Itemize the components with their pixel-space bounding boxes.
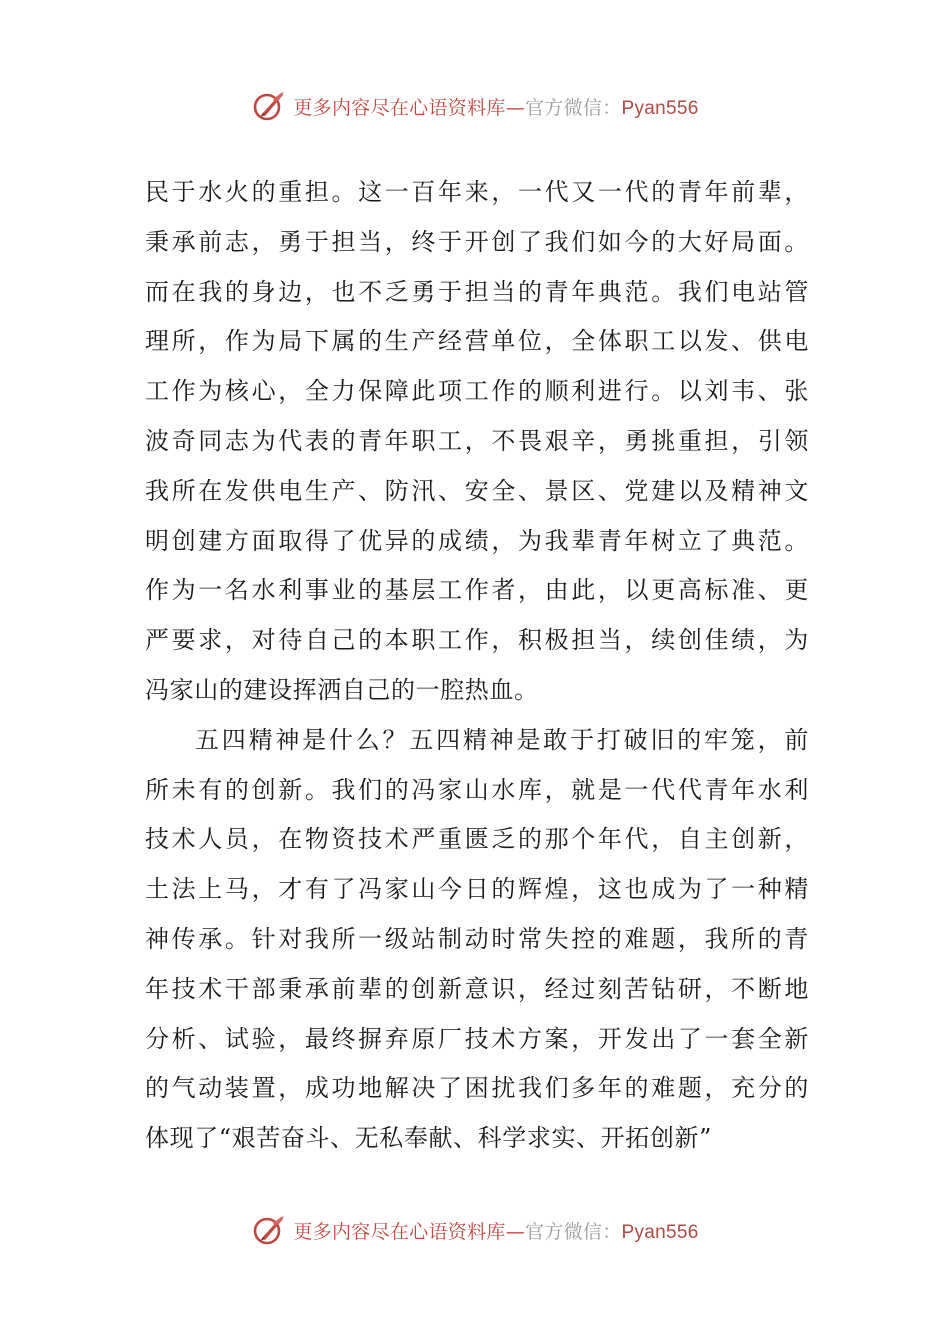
body-line: 神传承。针对我所一级站制动时常失控的难题，我所的青	[145, 924, 809, 953]
quill-pen-circle-icon	[251, 1212, 287, 1248]
body-line: 土法上马，才有了冯家山今日的辉煌，这也成为了一种精	[145, 875, 809, 904]
body-line: 理所，作为局下属的生产经营单位，全体职工以发、供电	[145, 327, 809, 356]
body-line: 年技术干部秉承前辈的创新意识，经过刻苦钻研，不断地	[145, 974, 809, 1003]
footer-watermark	[0, 1210, 950, 1250]
watermark-brand: 更多内容尽在心语资料库	[293, 96, 506, 119]
body-line: 我所在发供电生产、防汛、安全、景区、党建以及精神文	[145, 476, 809, 505]
watermark-brand: 更多内容尽在心语资料库	[293, 1220, 506, 1243]
body-line: 而在我的身边，也不乏勇于担当的青年典范。我们电站管	[145, 277, 809, 306]
watermark-official-label: 官方微信：	[525, 1220, 622, 1243]
body-line: 五四精神是什么？五四精神是敢于打破旧的牢笼，前	[195, 725, 809, 754]
watermark-official-label: 官方微信：	[525, 96, 622, 119]
header-watermark	[0, 86, 950, 126]
body-line: 技术人员，在物资技术严重匮乏的那个年代，自主创新，	[145, 825, 809, 854]
body-line: 严要求，对待自己的本职工作，积极担当，续创佳绩，为	[145, 626, 809, 655]
body-line: 波奇同志为代表的青年职工，不畏艰辛，勇挑重担，引领	[145, 426, 809, 455]
body-line: 明创建方面取得了优异的成绩，为我辈青年树立了典范。	[145, 526, 809, 555]
watermark-wechat-id: Pyan556	[621, 1221, 699, 1243]
watermark-dash: —	[505, 96, 525, 119]
document-body	[145, 168, 809, 1164]
body-line: 作为一名水利事业的基层工作者，由此，以更高标准、更	[145, 576, 809, 605]
body-line: 的气动装置，成功地解决了困扰我们多年的难题，充分的	[145, 1074, 809, 1103]
body-line: 冯家山的建设挥洒自己的一腔热血。	[145, 675, 539, 704]
body-line: 秉承前志，勇于担当，终于开创了我们如今的大好局面。	[145, 227, 809, 256]
quill-pen-circle-icon	[251, 88, 287, 124]
body-line: 工作为核心，全力保障此项工作的顺利进行。以刘韦、张	[145, 377, 809, 406]
body-line: 民于水火的重担。这一百年来，一代又一代的青年前辈，	[145, 178, 809, 206]
watermark-text	[293, 1217, 698, 1244]
body-line: 分析、试验，最终摒弃原厂技术方案，开发出了一套全新	[145, 1024, 809, 1053]
body-line: 所未有的创新。我们的冯家山水库，就是一代代青年水利	[145, 775, 809, 804]
watermark-dash: —	[505, 1220, 525, 1243]
watermark-text	[293, 93, 698, 120]
watermark-wechat-id: Pyan556	[621, 97, 699, 119]
body-line: 体现了“艰苦奋斗、无私奉献、科学求实、开拓创新”	[145, 1124, 712, 1153]
